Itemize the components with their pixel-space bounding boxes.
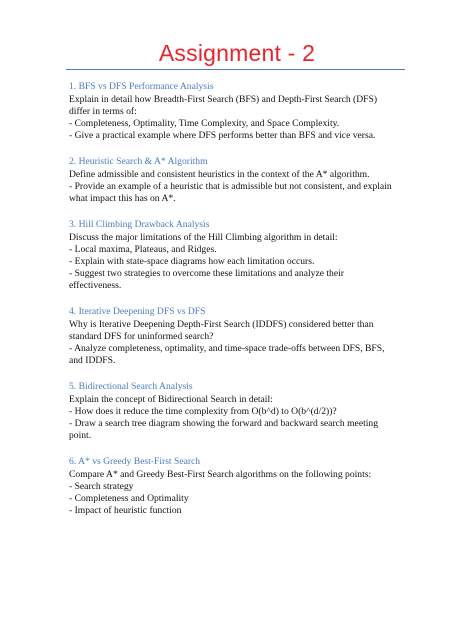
section-line: - Give a practical example where DFS performs better than BFS and vice versa. — [69, 130, 376, 141]
section-line: what impact this has on A*. — [69, 193, 176, 204]
section-line: and IDDFS. — [69, 355, 116, 366]
section-4 — [69, 306, 409, 367]
document-title: Assignment - 2 — [158, 40, 316, 66]
section-line: - Suggest two strategies to overcome these limitations and analyze their — [69, 268, 344, 279]
section-1 — [69, 81, 409, 142]
section-line: standard DFS for uninformed search? — [69, 331, 214, 342]
section-line: differ in terms of: — [69, 106, 137, 117]
section-line: - Impact of heuristic function — [69, 505, 182, 516]
section-heading: 6. A* vs Greedy Best-First Search — [69, 456, 201, 467]
section-line: Define admissible and consistent heuristics in the context of the A* algorithm. — [69, 169, 370, 180]
section-line: - Completeness, Optimality, Time Complexity, and Space Complexity. — [69, 118, 340, 129]
section-line: - Provide an example of a heuristic that is admissible but not consistent, and explain — [69, 181, 392, 192]
section-heading: 3. Hill Climbing Drawback Analysis — [69, 219, 210, 230]
section-line: - Analyze completeness, optimality, and time-space trade-offs between DFS, BFS, — [69, 343, 385, 354]
section-line: - Search strategy — [69, 481, 134, 492]
section-line: Explain the concept of Bidirectional Search in detail: — [69, 394, 273, 405]
section-5 — [69, 381, 409, 442]
section-heading: 1. BFS vs DFS Performance Analysis — [69, 81, 214, 92]
section-line: point. — [69, 430, 92, 441]
section-2 — [69, 156, 409, 205]
section-line: - How does it reduce the time complexity from O(b^d) to O(b^(d/2))? — [69, 406, 337, 417]
document-body — [69, 81, 409, 531]
section-line: effectiveness. — [69, 280, 122, 291]
section-line: - Completeness and Optimality — [69, 493, 189, 504]
section-line: - Draw a search tree diagram showing the forward and backward search meeting — [69, 418, 378, 429]
section-line: Explain in detail how Breadth-First Search (BFS) and Depth-First Search (DFS) — [69, 94, 378, 105]
section-line: Why is Iterative Deepening Depth-First Search (IDDFS) considered better than — [69, 319, 374, 330]
section-heading: 2. Heuristic Search & A* Algorithm — [69, 156, 208, 167]
title-divider — [66, 69, 405, 70]
section-line: Compare A* and Greedy Best-First Search algorithms on the following points: — [69, 469, 372, 480]
section-6 — [69, 456, 409, 517]
section-line: - Local maxima, Plateaus, and Ridges. — [69, 244, 217, 255]
section-heading: 4. Iterative Deepening DFS vs DFS — [69, 306, 206, 317]
section-line: - Explain with state-space diagrams how each limitation occurs. — [69, 256, 315, 267]
section-heading: 5. Bidirectional Search Analysis — [69, 381, 193, 392]
section-3 — [69, 219, 409, 292]
section-line: Discuss the major limitations of the Hill Climbing algorithm in detail: — [69, 232, 338, 243]
